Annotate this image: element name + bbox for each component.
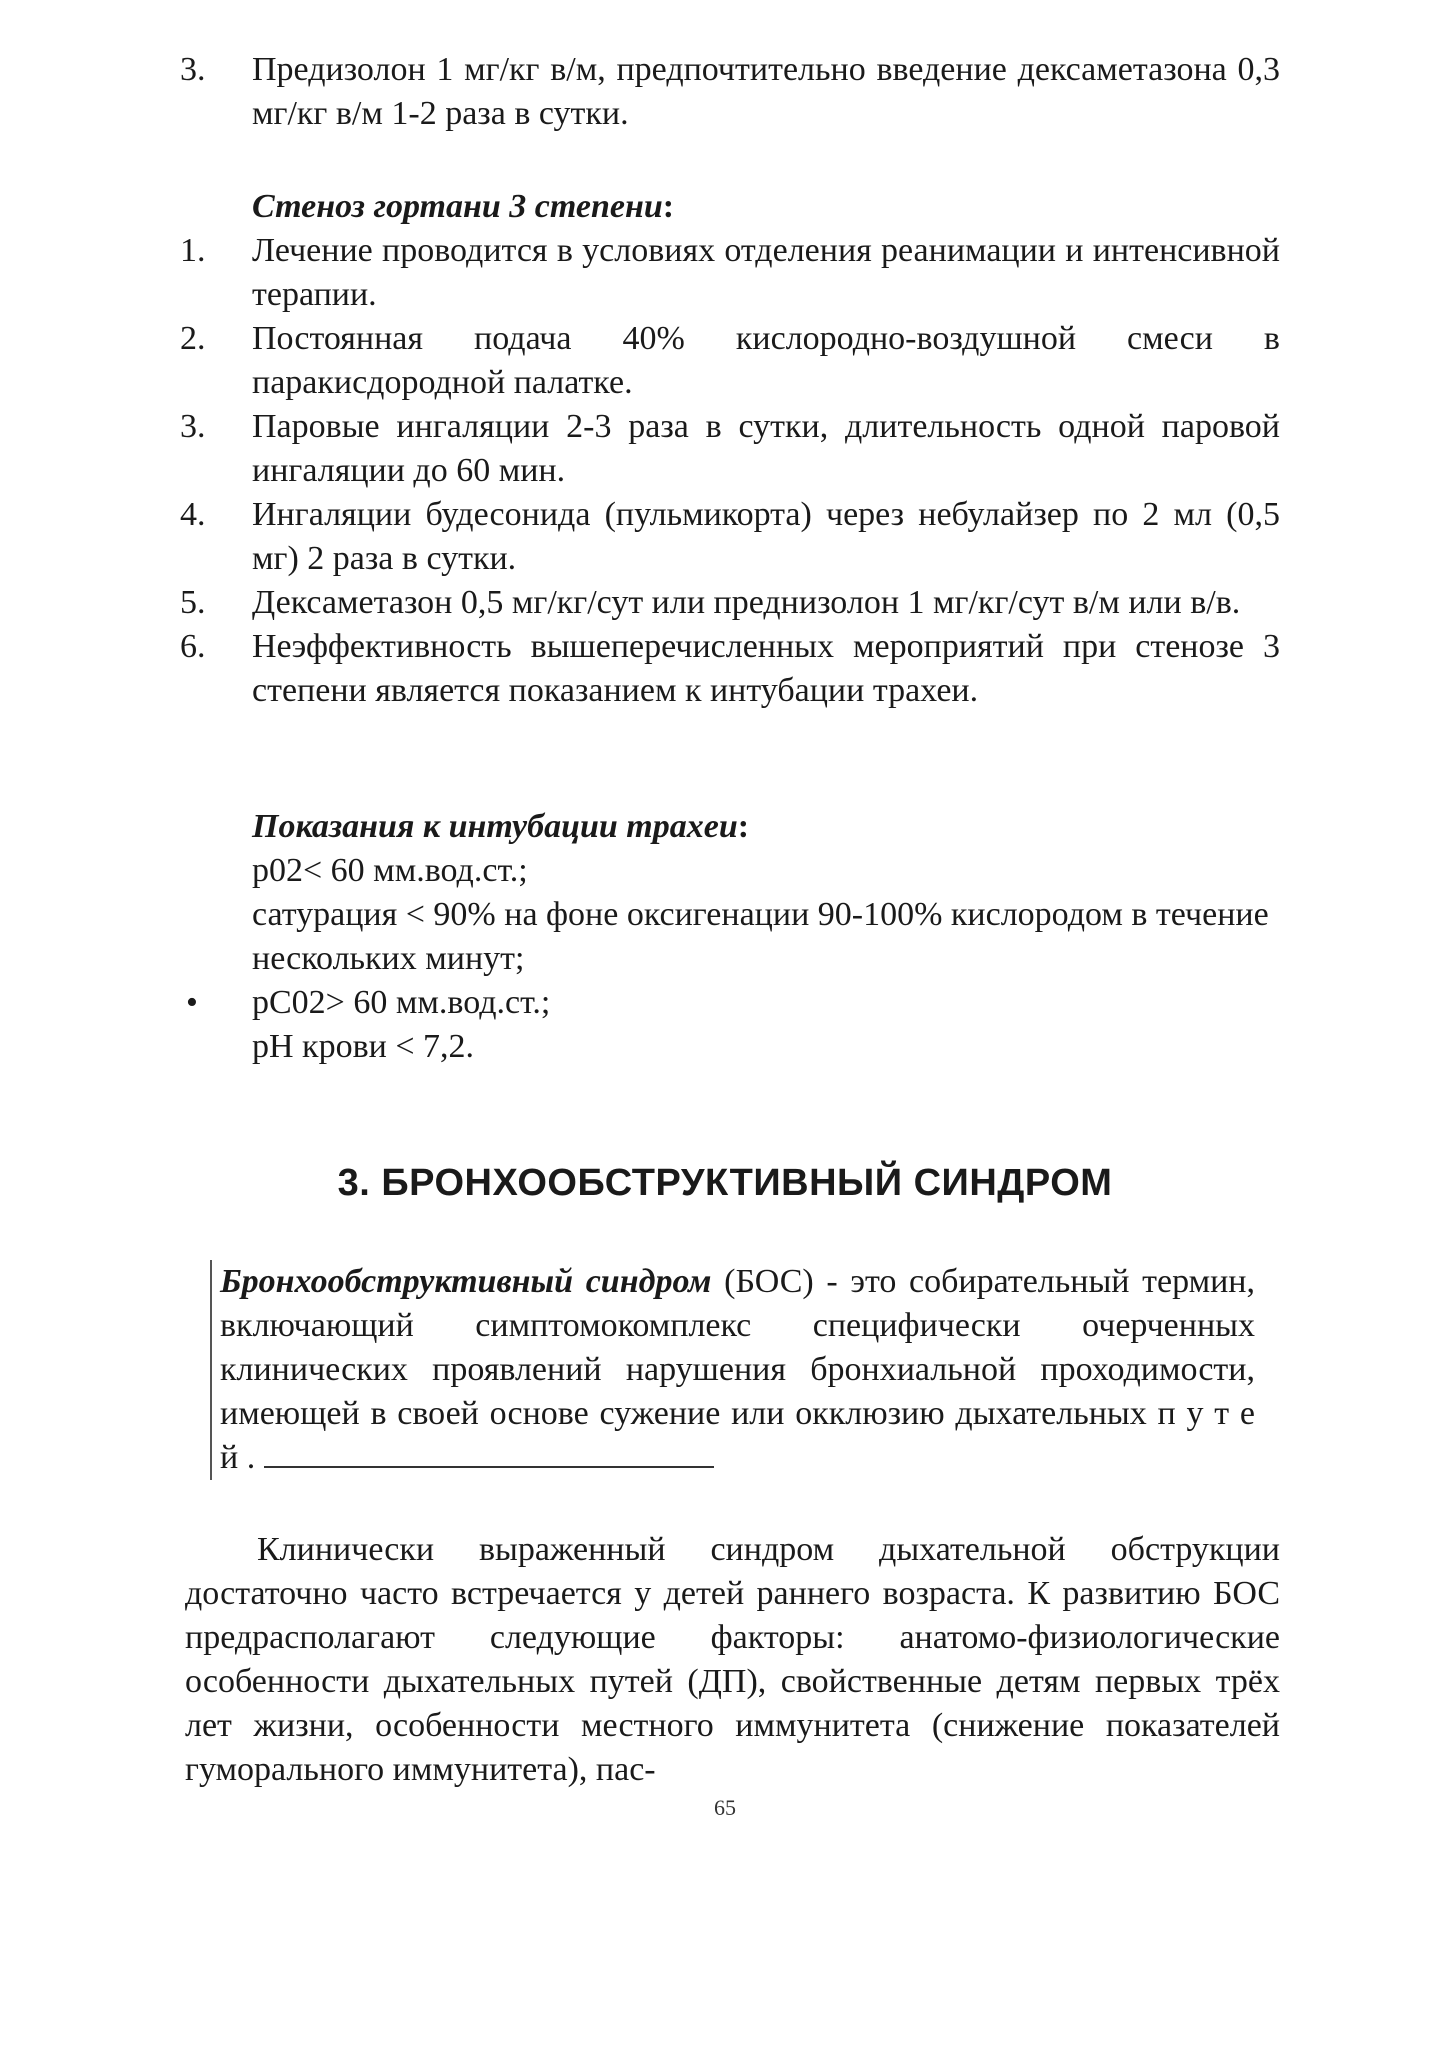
indication-text: сатурация < 90% на фоне оксигенации 90-100% кислородом в течение нескольких минут;	[252, 896, 1269, 977]
stenosis-grade3-section	[180, 185, 1280, 713]
list-item-text: Постоянная подача 40% кислородно-воздушной смеси в паракисдородной палатке.	[252, 320, 1280, 401]
list-item-text: Ингаляции будесонида (пульмикорта) через небулайзер по 2 мл (0,5 мг) 2 раза в сутки.	[252, 496, 1280, 577]
list-item-text: Предизолон 1 мг/кг в/м, предпочтительно введение дексаметазона 0,3 мг/кг в/м 1-2 раза в сутки.	[252, 51, 1280, 132]
indication-line	[180, 849, 1280, 893]
definition-box	[210, 1260, 1255, 1480]
indication-text: p02< 60 мм.вод.ст.;	[252, 852, 528, 889]
list-number: 5.	[180, 584, 206, 621]
list-number: 1.	[180, 232, 206, 269]
list-item-text: Неэффективность вышеперечисленных мероприятий при стенозе 3 степени является показанием к интубации трахеи.	[252, 628, 1280, 709]
list-number: 6.	[180, 628, 206, 665]
list-item-text: Лечение проводится в условиях отделения реанимации и интенсивной терапии.	[252, 232, 1280, 313]
indication-line	[180, 1025, 1280, 1069]
indication-text: pC02> 60 мм.вод.ст.;	[252, 984, 551, 1021]
list-item	[180, 493, 1280, 581]
list-number: 3.	[180, 408, 206, 445]
list-number: 3.	[180, 51, 206, 88]
list-item	[180, 405, 1280, 493]
indication-line	[180, 981, 1280, 1025]
heading-text: Стеноз гортани 3 степени	[252, 188, 663, 225]
list-item	[180, 229, 1280, 317]
indication-line	[180, 893, 1280, 981]
list-item	[180, 48, 1280, 136]
bullet: •	[186, 984, 198, 1021]
list-number: 4.	[180, 496, 206, 533]
section-title: 3. БРОНХООБСТРУКТИВНЫЙ СИНДРОМ	[337, 1162, 1113, 1204]
treatment-list-continued	[180, 48, 1280, 136]
body-paragraph: Клинически выраженный синдром дыхательной обструкции достаточно часто встречается у детей раннего возраста. К развитию БОС предрасполагают следующие факторы: анатомо-физиологические особенности дыхательных путей (ДП), свойственные детям первых трёх лет жизни, особенности местного иммунитета (снижение показателей гуморального иммунитета), пас-	[185, 1531, 1280, 1788]
indication-text: pH крови < 7,2.	[252, 1028, 474, 1065]
list-item	[180, 317, 1280, 405]
list-item	[180, 625, 1280, 713]
list-number: 2.	[180, 320, 206, 357]
heading-colon: :	[737, 808, 750, 845]
list-item-text: Паровые ингаляции 2-3 раза в сутки, длительность одной паровой ингаляции до 60 мин.	[252, 408, 1280, 489]
intubation-indications-section	[180, 805, 1280, 1069]
underline-blank	[264, 1436, 714, 1468]
list-item-text: Дексаметазон 0,5 мг/кг/сут или преднизолон 1 мг/кг/сут в/м или в/в.	[252, 584, 1241, 621]
definition-text: (БОС) - это собирательный термин, включающий симптомокомплекс специфически очерченных клинических проявлений нарушения бронхиальной проходимости, имеющей в своей основе сужение или окклюзию дыхательных п у т е й .	[220, 1263, 1255, 1476]
list-item	[180, 581, 1280, 625]
stenosis-grade3-heading	[180, 185, 1280, 229]
heading-text: Показания к интубации трахеи	[252, 808, 738, 845]
page-number: 65	[714, 1795, 736, 1820]
intubation-indications-heading	[180, 805, 1280, 849]
definition-term: Бронхообструктивный синдром	[220, 1263, 712, 1300]
heading-colon: :	[662, 188, 675, 225]
